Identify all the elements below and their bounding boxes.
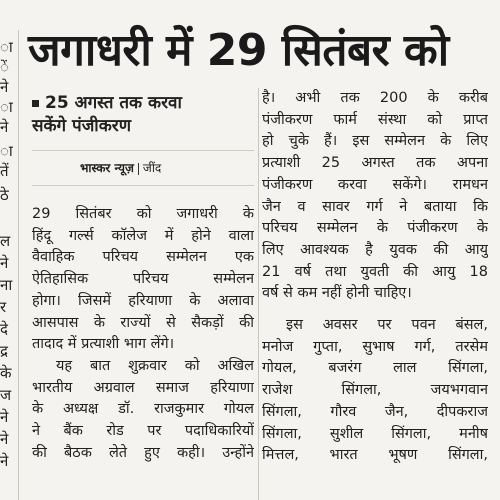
body-line: यह बात शुक्रवार को अखिल (56, 357, 254, 374)
body-line: तादाद में प्रत्याशी भाग लेंगे। (32, 336, 175, 353)
subheadline (32, 92, 254, 138)
divider (32, 150, 254, 151)
body-line: पंजीकरण करवा सकेंगे। रामधन (262, 176, 488, 193)
body-line: राजेश सिंगला, जयभगवान (262, 382, 488, 399)
body-line: ने बैंक रोड पर पदाधिकारियों (32, 423, 254, 440)
body-line: परिचय सम्मेलन के पंजीकरण के (262, 220, 488, 237)
body-line: है। अभी तक 200 के करीब (262, 90, 488, 106)
subheadline-line-1: 25 अगस्त तक करवा (32, 92, 254, 115)
body-line: इस अवसर पर पवन बंसल, (286, 317, 488, 334)
body-line: वर्ष से कम नहीं होनी चाहिए। (262, 285, 412, 302)
body-line: 29 सितंबर को जगाधरी के (32, 206, 254, 222)
article-body-left (32, 204, 254, 464)
body-line: प्रत्याशी 25 अगस्त तक अपना (262, 155, 488, 172)
body-line: आसपास के राज्यों से सैकड़ों की (32, 314, 254, 331)
body-line: पंजीकरण फार्म संस्था को प्राप्त (262, 111, 488, 128)
divider (32, 185, 254, 186)
body-line: के अध्यक्ष डॉ. राजकुमार गोयल (32, 401, 254, 418)
byline-separator (138, 163, 139, 175)
body-line: लिए आवश्यक है युवक की आयु (262, 241, 488, 258)
body-line: मित्तल, भारत भूषण सिंगला, (262, 447, 488, 464)
column-rule (258, 88, 259, 500)
headline: जगाधरी में 29 सितंबर को (28, 25, 449, 76)
edge-column-rule (18, 30, 19, 500)
bullet-square-icon (32, 100, 39, 107)
byline-place: जींद (142, 161, 162, 175)
article-body-right (262, 88, 488, 467)
body-line: हिंदू गर्ल्स कॉलेज में होने वाला (32, 227, 254, 244)
body-line: सिंगला, गौरव जैन, दीपकराज (262, 403, 488, 420)
byline (80, 160, 240, 176)
body-line: भारतीय अग्रवाल समाज हरियाणा (32, 379, 254, 396)
body-line: हो चुके हैं। इस सम्मेलन के लिए (262, 133, 488, 150)
body-line: होगा। जिसमें हरियाणा के अलावा (32, 292, 254, 309)
byline-agency: भास्कर न्यूज़ (80, 161, 134, 175)
body-line: की बैठक लेते हुए कही। उन्होंने (32, 444, 254, 461)
body-line: जैन व सावर गर्ग ने बताया कि (262, 198, 488, 215)
body-line: 21 वर्ष तथा युवती की आयु 18 (262, 263, 488, 280)
body-line: गोयल, बजरंग लाल सिंगला, (262, 360, 488, 377)
adjacent-article-edge: ा ें ने ा ने ा तें ठे ल ने ना र दे द्र के ज ने ने ने (0, 38, 13, 470)
body-line: ऐतिहासिक परिचय सम्मेलन (32, 271, 254, 288)
body-line: सिंगला, सुशील सिंगला, मनीष (262, 425, 488, 442)
subheadline-line-2: सकेंगे पंजीकरण (32, 116, 132, 136)
body-line: वैवाहिक परिचय सम्मेलन एक (32, 249, 254, 266)
body-line: मनोज गुप्ता, सुभाष गर्ग, तरसेम (262, 338, 488, 355)
